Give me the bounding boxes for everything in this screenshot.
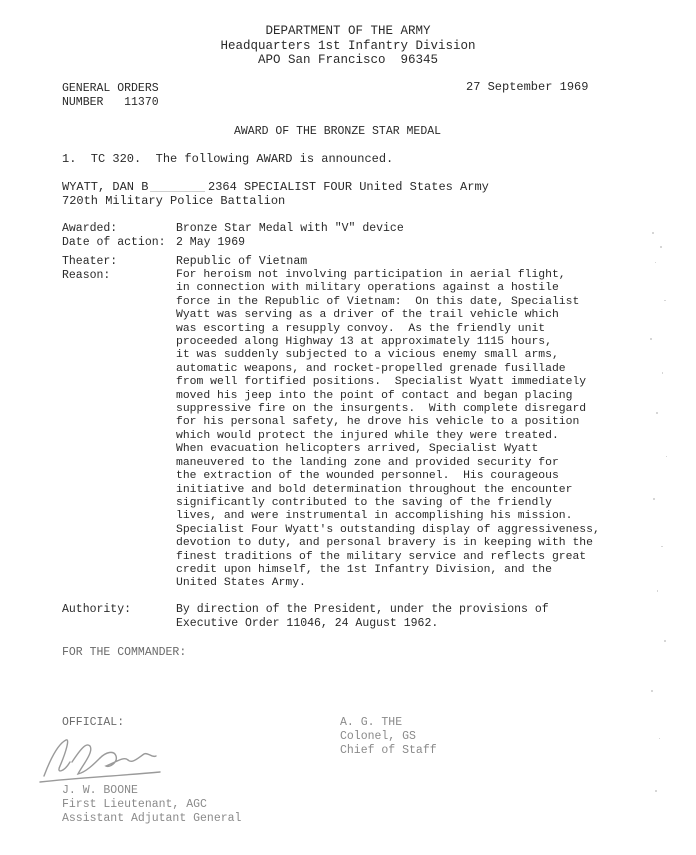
order-date: 27 September 1969	[466, 80, 589, 94]
apo-line: APO San Francisco 96345	[257, 53, 439, 67]
recipient-rank: 2364 SPECIALIST FOUR United States Army	[208, 180, 489, 194]
reason-line: in connection with military operations against a hostile	[176, 282, 559, 295]
reason-line: it was suddenly subjected to a vicious enemy small arms,	[176, 349, 559, 362]
reason-line: maneuvered to the landing zone and provided security for	[176, 456, 559, 469]
authority-label: Authority:	[62, 603, 132, 616]
signer-name: J. W. BOONE	[62, 784, 138, 797]
headquarters-line: Headquarters 1st Infantry Division	[220, 39, 476, 53]
reason-line: from well fortified positions. Specialist Wyatt immediately	[176, 376, 587, 389]
for-the-commander: FOR THE COMMANDER:	[62, 646, 187, 659]
chief-of-staff-title: Chief of Staff	[340, 744, 437, 757]
reason-line: finest traditions of the military service and reflects great	[176, 550, 587, 563]
signer-rank: First Lieutenant, AGC	[62, 798, 207, 811]
reason-line: for his personal safety, he drove his vehicle to a position	[176, 416, 580, 429]
reason-line: Specialist Four Wyatt's outstanding display of aggressiveness,	[176, 523, 600, 536]
reason-line: devotion to duty, and personal bravery is in keeping with the	[176, 537, 593, 550]
awarded-label: Awarded:	[62, 222, 118, 235]
reason-line: significantly contributed to the saving of the friendly	[176, 496, 552, 509]
recipient-name: WYATT, DAN B	[62, 180, 149, 194]
reason-line: suppressive fire on the insurgents. With complete disregard	[176, 403, 587, 416]
reason-line: For heroism not involving participation in aerial flight,	[176, 269, 566, 281]
handwritten-signature	[36, 732, 166, 788]
recipient-unit: 720th Military Police Battalion	[62, 194, 286, 208]
reason-line: United States Army.	[176, 577, 306, 590]
award-title: AWARD OF THE BRONZE STAR MEDAL	[234, 125, 442, 138]
reason-line: force in the Republic of Vietnam: On this date, Specialist	[176, 295, 580, 308]
reason-line: credit upon himself, the 1st Infantry Division, and the	[176, 563, 552, 576]
date-of-action-label: Date of action:	[62, 236, 166, 249]
authority-line: By direction of the President, under the provisions of	[176, 603, 549, 616]
chief-of-staff-name: A. G. THE	[340, 716, 403, 729]
date-of-action-value: 2 May 1969	[176, 236, 246, 249]
chief-of-staff-rank: Colonel, GS	[340, 730, 416, 743]
redacted-service-number	[150, 180, 205, 192]
theater-label: Theater:	[62, 255, 118, 268]
reason-line: automatic weapons, and rocket-propelled grenade fusillade	[176, 362, 566, 375]
general-orders-label: GENERAL ORDERS	[62, 82, 159, 95]
reason-label: Reason:	[62, 269, 111, 282]
reason-line: initiative and bold determination throughout the encounter	[176, 483, 573, 496]
intro-paragraph: 1. TC 320. The following AWARD is announced.	[62, 152, 394, 166]
reason-text	[176, 269, 600, 591]
awarded-value: Bronze Star Medal with "V" device	[176, 222, 404, 235]
reason-line: was escorting a resupply convoy. As the friendly unit	[176, 322, 546, 335]
authority-text	[176, 603, 549, 631]
orders-number: NUMBER 11370	[62, 96, 159, 109]
reason-line: the extraction of the wounded personnel. His courageous	[176, 470, 559, 483]
reason-line: which would protect the injured while they were treated.	[176, 429, 559, 442]
signer-title: Assistant Adjutant General	[62, 812, 242, 825]
department-title: DEPARTMENT OF THE ARMY	[265, 24, 431, 38]
theater-value: Republic of Vietnam	[176, 255, 308, 268]
reason-line: Wyatt was serving as a driver of the trail vehicle which	[176, 309, 559, 322]
reason-line: moved his jeep into the point of contact and began placing	[176, 389, 573, 402]
authority-line: Executive Order 11046, 24 August 1962.	[176, 617, 439, 630]
official-label: OFFICIAL:	[62, 716, 125, 729]
reason-line: lives, and were instrumental in accomplishing his mission.	[176, 510, 573, 523]
reason-line: proceeded along Highway 13 at approximately 1115 hours,	[176, 336, 552, 349]
reason-line: When evacuation helicopters arrived, Specialist Wyatt	[176, 443, 539, 456]
